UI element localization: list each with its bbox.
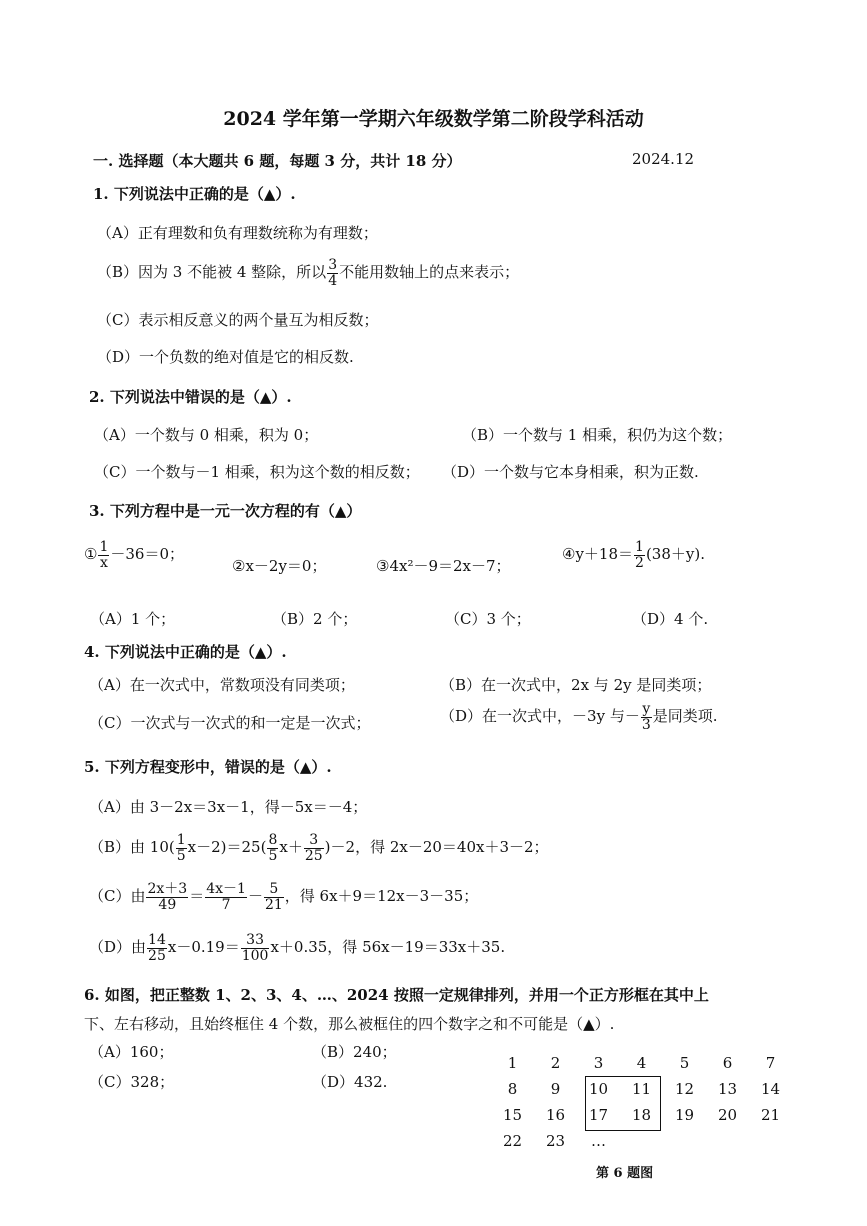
grid-cell: 5: [679, 1054, 690, 1072]
grid-cell: 21: [760, 1106, 781, 1124]
q3-equation-2: ②x－2y＝0；: [232, 557, 327, 575]
q4-option-a: （A）在一次式中，常数项没有同类项；: [89, 676, 355, 694]
grid-cell: 4: [636, 1054, 647, 1072]
grid-row: [491, 1128, 792, 1154]
q1-option-b: （B）因为 3 不能被 4 整除，所以 $\frac{3}{4}$ 不能用数轴上的点来表示；: [97, 257, 520, 289]
q6-option-c: （C）328；: [89, 1073, 175, 1091]
q5-option-d: （D）由 $\frac{14}{25}$ x－0.19＝ $\frac{33}{100}$ x＋0.35，得 56x－19＝33x＋35.: [89, 932, 506, 964]
grid-cell: 20: [717, 1106, 738, 1124]
q3-stem: 3. 下列方程中是一元一次方程的有（▲）: [89, 502, 362, 520]
grid-cell: 6: [722, 1054, 733, 1072]
q6-stem-line2: 下、左右移动，且始终框住 4 个数，那么被框住的四个数字之和不可能是（▲）.: [84, 1015, 615, 1033]
q2-option-b: （B）一个数与 1 相乘，积仍为这个数；: [462, 426, 733, 444]
q4-option-c: （C）一次式与一次式的和一定是一次式；: [89, 714, 371, 732]
grid-cell: [663, 1128, 706, 1154]
q3-option-b: （B）2 个；: [272, 610, 358, 628]
grid-cell: 9: [550, 1080, 561, 1098]
q3-equation-3: ③4x²－9＝2x－7；: [376, 557, 511, 575]
grid-cell: …: [591, 1132, 606, 1150]
grid-cell: 19: [674, 1106, 695, 1124]
grid-row: [491, 1050, 792, 1076]
q3-option-c: （C）3 个；: [445, 610, 531, 628]
grid-cell: [749, 1128, 792, 1154]
grid-cell: 17: [588, 1106, 609, 1124]
q1-option-a: （A）正有理数和负有理数统称为有理数；: [97, 224, 378, 242]
q5-option-a: （A）由 3－2x＝3x－1，得－5x＝－4；: [89, 798, 368, 816]
q4-stem: 4. 下列说法中正确的是（▲）.: [84, 643, 287, 661]
grid-cell: 23: [545, 1132, 566, 1150]
q3-equation-1: ① $\frac{1}{x}$ －36＝0；: [84, 539, 185, 571]
q2-option-a: （A）一个数与 0 相乘，积为 0；: [94, 426, 319, 444]
grid-cell: 14: [760, 1080, 781, 1098]
q6-option-a: （A）160；: [89, 1043, 174, 1061]
grid-cell: [620, 1128, 663, 1154]
figure-caption: 第 6 题图: [596, 1166, 654, 1181]
q2-stem: 2. 下列说法中错误的是（▲）.: [89, 388, 292, 406]
q6-option-d: （D）432.: [312, 1073, 388, 1091]
q5-option-c: （C）由 $\frac{2x+3}{49}$ ＝ $\frac{4x-1}{7}$ － $\frac{5}{21}$ ，得 6x＋9＝12x－3－35；: [89, 881, 479, 913]
grid-cell: 7: [765, 1054, 776, 1072]
grid-cell: 10: [588, 1080, 609, 1098]
page-title: 2024 学年第一学期六年级数学第二阶段学科活动: [223, 108, 644, 130]
grid-cell: 13: [717, 1080, 738, 1098]
q1-option-c: （C）表示相反意义的两个量互为相反数；: [97, 311, 379, 329]
q4-option-b: （B）在一次式中，2x 与 2y 是同类项；: [440, 676, 712, 694]
grid-cell: 12: [674, 1080, 695, 1098]
grid-cell: 18: [631, 1106, 652, 1124]
q6-stem-line1: 6. 如图，把正整数 1、2、3、4、…、2024 按照一定规律排列，并用一个正方形框在其中上: [84, 986, 709, 1004]
grid-cell: [706, 1128, 749, 1154]
q5-option-b: （B）由 10( $\frac{1}{5}$ x－2)＝25( $\frac{8}{5}$ x＋ $\frac{3}{25}$ )－2，得 2x－20＝40x＋3－2；: [89, 832, 549, 864]
q3-equation-4: ④y＋18＝ $\frac{1}{2}$ (38＋y).: [562, 539, 705, 571]
grid-cell: 1: [507, 1054, 518, 1072]
grid-cell: 22: [502, 1132, 523, 1150]
q3-option-a: （A）1 个；: [90, 610, 176, 628]
section-heading: 一. 选择题（本大题共 6 题，每题 3 分，共计 18 分）: [93, 152, 462, 170]
q5-stem: 5. 下列方程变形中，错误的是（▲）.: [84, 758, 332, 776]
grid-cell: 11: [631, 1080, 652, 1098]
grid-cell: 15: [502, 1106, 523, 1124]
q4-option-d: （D）在一次式中，－3y 与－ $\frac{y}{3}$ 是同类项.: [440, 701, 718, 733]
q6-option-b: （B）240；: [312, 1043, 397, 1061]
q2-option-d: （D）一个数与它本身相乘，积为正数.: [442, 463, 699, 481]
grid-cell: 3: [593, 1054, 604, 1072]
grid-cell: 16: [545, 1106, 566, 1124]
grid-cell: 2: [550, 1054, 561, 1072]
selection-square-frame[interactable]: [585, 1076, 661, 1131]
exam-date: 2024.12: [632, 150, 695, 168]
q3-option-d: （D）4 个.: [632, 610, 709, 628]
grid-cell: 8: [507, 1080, 518, 1098]
q1-stem: 1. 下列说法中正确的是（▲）.: [93, 185, 296, 203]
q2-option-c: （C）一个数与－1 相乘，积为这个数的相反数；: [94, 463, 420, 481]
q1-option-d: （D）一个负数的绝对值是它的相反数.: [97, 348, 354, 366]
